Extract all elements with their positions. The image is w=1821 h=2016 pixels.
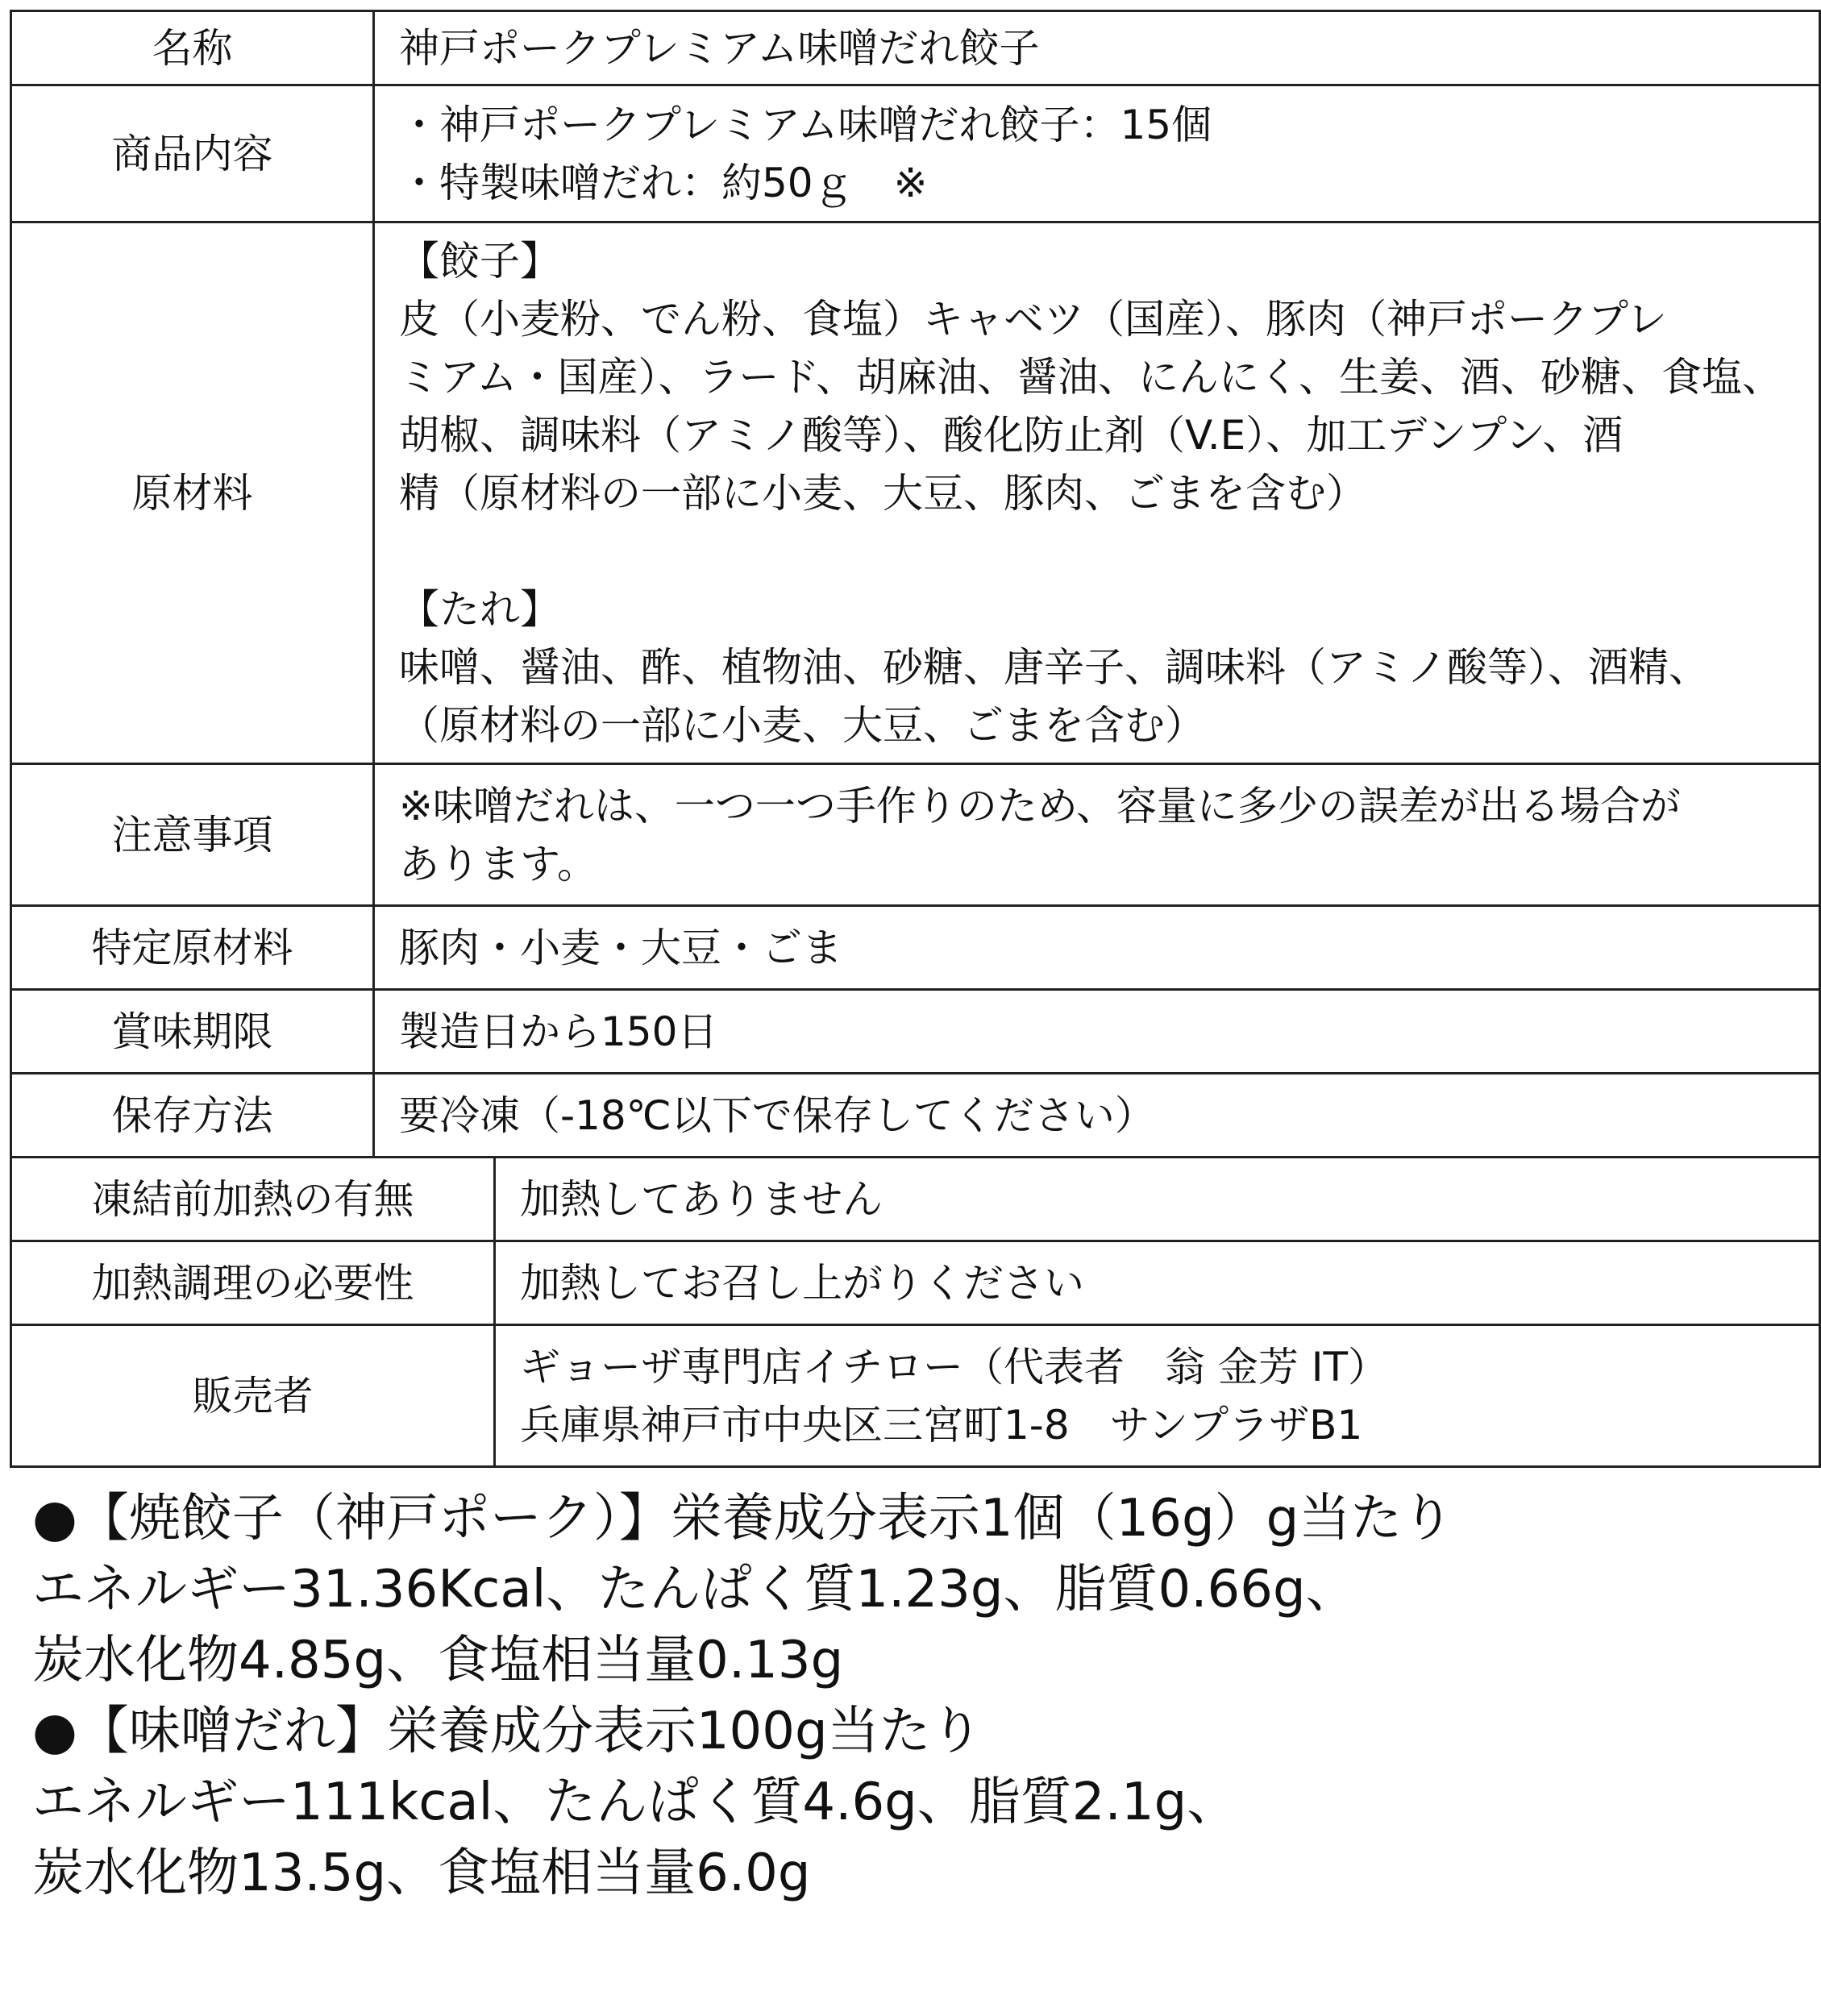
value-contents	[374, 85, 1820, 222]
product-info-table	[10, 10, 1821, 1468]
label-storage: 保存方法	[11, 1074, 374, 1158]
label-notes: 注意事項	[11, 764, 374, 906]
value-allergens: 豚肉・小麦・大豆・ごま	[374, 906, 1820, 990]
label-ingredients: 原材料	[11, 222, 374, 764]
table-row-cooking	[11, 1241, 1820, 1325]
gyoza-nutrition-line: エネルギー31.36Kcal、たんぱく質1.23g、脂質0.66g、	[32, 1560, 1357, 1619]
sauce-ingredient-line: 味噌、醤油、酢、植物油、砂糖、唐辛子、調味料（アミノ酸等）、酒精、	[399, 643, 1709, 691]
gyoza-heading: 【餃子】	[399, 237, 560, 285]
label-best-before: 賞味期限	[11, 990, 374, 1074]
seller-line: 兵庫県神戸市中央区三宮町1-8 サンプラザB1	[520, 1401, 1363, 1449]
sauce-nutrition-line: 炭水化物13.5g、食塩相当量6.0g	[32, 1843, 811, 1903]
sauce-heading: 【たれ】	[399, 585, 560, 633]
gyoza-ingredient-line: 精（原材料の一部に小麦、大豆、豚肉、ごまを含む）	[399, 469, 1366, 517]
table-row-storage	[11, 1074, 1820, 1158]
value-ingredients	[374, 222, 1820, 764]
gyoza-ingredient-line: 皮（小麦粉、でん粉、食塩）キャベツ（国産）、豚肉（神戸ポークプレ	[399, 295, 1667, 343]
sauce-nutrition-heading: ●【味噌だれ】栄養成分表示100g当たり	[32, 1702, 983, 1761]
spacer	[399, 522, 1802, 580]
value-name: 神戸ポークプレミアム味噌だれ餃子	[374, 11, 1820, 85]
gyoza-ingredient-line: 胡椒、調味料（アミノ酸等）、酸化防止剤（V.E）、加工デンプン、酒	[399, 411, 1624, 459]
label-cooking: 加熱調理の必要性	[11, 1241, 495, 1325]
notes-line: あります。	[399, 840, 597, 887]
sauce-nutrition-line: エネルギー111kcal、たんぱく質4.6g、脂質2.1g、	[32, 1773, 1239, 1832]
value-notes	[374, 764, 1820, 906]
value-best-before: 製造日から150日	[374, 990, 1820, 1074]
table-row-contents	[11, 85, 1820, 222]
nutrition-facts	[32, 1483, 1806, 1909]
table-row-preheated	[11, 1158, 1820, 1241]
table-row-name	[11, 11, 1820, 85]
contents-line: ・神戸ポークプレミアム味噌だれ餃子：15個	[399, 101, 1212, 148]
gyoza-nutrition-line: 炭水化物4.85g、食塩相当量0.13g	[32, 1631, 844, 1690]
contents-line: ・特製味噌だれ：約50ｇ ※	[399, 159, 928, 206]
notes-line: ※味噌だれは、一つ一つ手作りのため、容量に多少の誤差が出る場合が	[399, 782, 1681, 829]
label-seller: 販売者	[11, 1325, 495, 1467]
table-row-notes	[11, 764, 1820, 906]
label-name: 名称	[11, 11, 374, 85]
table-row-ingredients	[11, 222, 1820, 764]
gyoza-ingredient-line: ミアム・国産）、ラード、胡麻油、醤油、にんにく、生姜、酒、砂糖、食塩、	[399, 353, 1782, 401]
value-seller	[495, 1325, 1820, 1467]
gyoza-nutrition-heading: ●【焼餃子（神戸ポーク）】栄養成分表示1個（16g）g当たり	[32, 1489, 1454, 1548]
label-allergens: 特定原材料	[11, 906, 374, 990]
label-preheated: 凍結前加熱の有無	[11, 1158, 495, 1241]
table-row-best-before	[11, 990, 1820, 1074]
value-cooking: 加熱してお召し上がりください	[495, 1241, 1820, 1325]
value-storage: 要冷凍（-18℃以下で保存してください）	[374, 1074, 1820, 1158]
label-contents: 商品内容	[11, 85, 374, 222]
table-row-allergens	[11, 906, 1820, 990]
sauce-ingredient-line: （原材料の一部に小麦、大豆、ごまを含む）	[399, 701, 1205, 749]
value-preheated: 加熱してありません	[495, 1158, 1820, 1241]
table-row-seller	[11, 1325, 1820, 1467]
seller-line: ギョーザ専門店イチロー（代表者 翁 金芳 IT）	[520, 1343, 1389, 1390]
